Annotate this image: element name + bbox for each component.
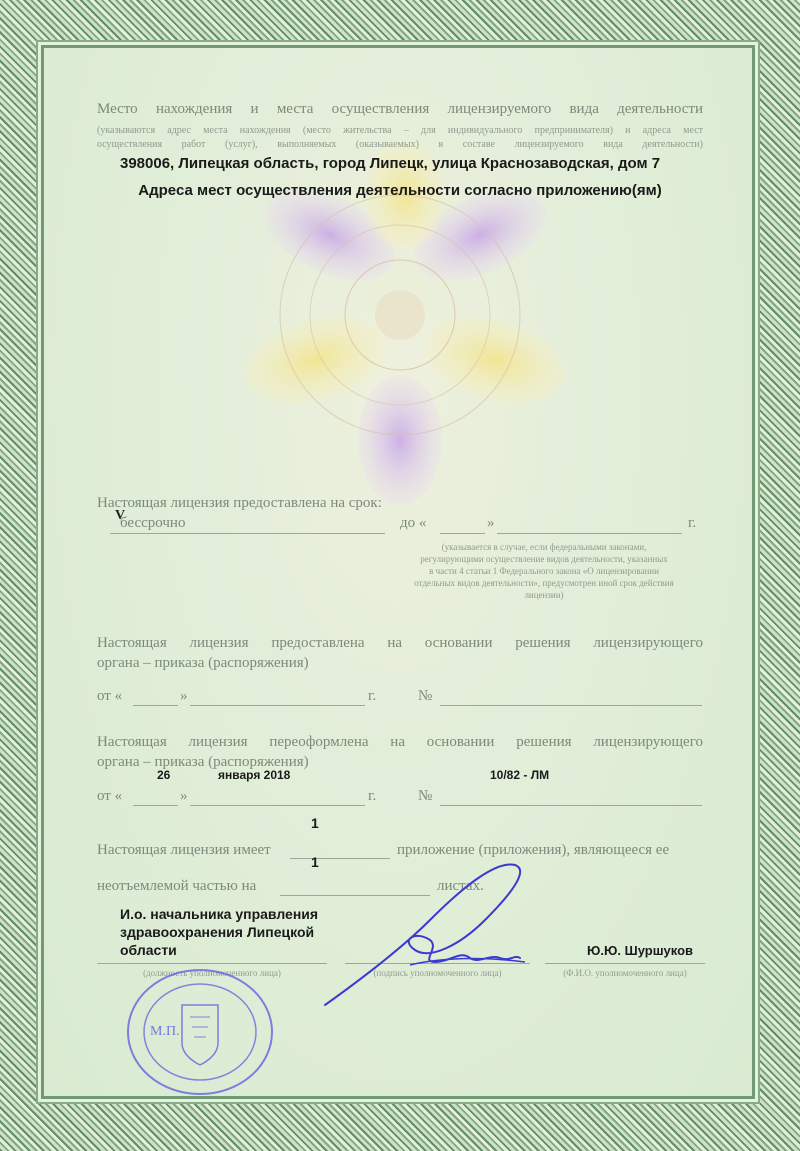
- term-indefinite: бессрочно: [120, 515, 186, 531]
- reissue-mid: »: [180, 788, 188, 804]
- term-month-line: [497, 533, 682, 534]
- grant-year: г.: [368, 688, 377, 704]
- grant-number: №: [418, 688, 433, 704]
- location-hint-2: осуществления работ (услуг), выполняемых (оказываемых) в составе лицензируемого вида деятельности): [97, 139, 703, 150]
- term-until-prefix: до «: [400, 515, 427, 531]
- term-note-line-5: лицензии): [524, 590, 564, 600]
- grant-number-line: [440, 705, 702, 706]
- reissue-day-line: [133, 805, 178, 806]
- term-note-line-3: в части 4 статьи 1 Федерального закона «О лицензировании: [429, 566, 659, 576]
- term-indefinite-line: [110, 533, 385, 534]
- term-note-line-2: регулирующими осуществление видов деятельности, указанных: [420, 554, 668, 564]
- grant-line-2: органа – приказа (распоряжения): [97, 655, 309, 671]
- name-line: [545, 963, 705, 964]
- reissue-month-year: января 2018: [218, 768, 291, 782]
- grant-month-line: [190, 705, 365, 706]
- caption-name: (Ф.И.О. уполномоченного лица): [563, 968, 687, 978]
- appendix-line-1-b: приложение (приложения), являющееся ее: [397, 842, 670, 858]
- location-hint-1: (указываются адрес места нахождения (место жительства – для индивидуального предпринимателя) и адреса мест: [97, 125, 703, 136]
- reissue-line-2: органа – приказа (распоряжения): [97, 754, 309, 770]
- caption-position: (должность уполномоченного лица): [143, 968, 281, 978]
- signatory-position-line-2: здравоохранения Липецкой: [120, 924, 315, 940]
- appendix-count-1: 1: [311, 815, 319, 831]
- position-line: [97, 963, 327, 964]
- reissue-number: №: [418, 788, 433, 804]
- appendix-count-2: 1: [311, 854, 319, 870]
- appendix-line-2-a: неотъемлемой частью на: [97, 878, 257, 894]
- caption-signature: (подпись уполномоченного лица): [373, 968, 502, 978]
- reissue-from: от «: [97, 788, 123, 804]
- stamp-mark: М.П.: [150, 1024, 180, 1039]
- grant-mid: »: [180, 688, 188, 704]
- term-note-line-1: (указывается в случае, если федеральными законами,: [441, 542, 647, 552]
- handwritten-signature: [320, 850, 540, 1015]
- reissue-month-line: [190, 805, 365, 806]
- signatory-position-line-1: И.о. начальника управления: [120, 906, 319, 922]
- signatory-position-line-3: области: [120, 942, 177, 958]
- addresses-note: Адреса мест осуществления деятельности согласно приложению(ям): [138, 182, 662, 199]
- signatory-name: Ю.Ю. Шуршуков: [587, 943, 694, 958]
- term-note: [387, 541, 701, 601]
- location-heading: Место нахождения и места осуществления лицензируемого вида деятельности: [97, 101, 703, 117]
- term-note-line-4: отдельных видов деятельности», предусмотрен иной срок действия: [414, 578, 674, 588]
- term-year-suffix: г.: [688, 515, 697, 531]
- grant-line-1: Настоящая лицензия предоставлена на основании решения лицензирующего: [97, 635, 703, 651]
- license-address: 398006, Липецкая область, город Липецк, улица Краснозаводская, дом 7: [120, 155, 661, 172]
- grant-from: от «: [97, 688, 123, 704]
- appendix-line-1-a: Настоящая лицензия имеет: [97, 842, 271, 858]
- reissue-day: 26: [157, 768, 171, 782]
- term-check-mark: V: [115, 508, 126, 523]
- reissue-order-number: 10/82 - ЛМ: [490, 768, 550, 782]
- appendix-line-2-b: листах.: [437, 878, 484, 894]
- official-seal: [120, 965, 280, 1100]
- reissue-line-1: Настоящая лицензия переоформлена на основании решения лицензирующего: [97, 734, 703, 750]
- term-day-line: [440, 533, 485, 534]
- reissue-year: г.: [368, 788, 377, 804]
- reissue-number-line: [440, 805, 702, 806]
- term-label: Настоящая лицензия предоставлена на срок:: [97, 495, 382, 511]
- signatory-position: [120, 905, 318, 959]
- grant-day-line: [133, 705, 178, 706]
- term-until-mid: »: [487, 515, 495, 531]
